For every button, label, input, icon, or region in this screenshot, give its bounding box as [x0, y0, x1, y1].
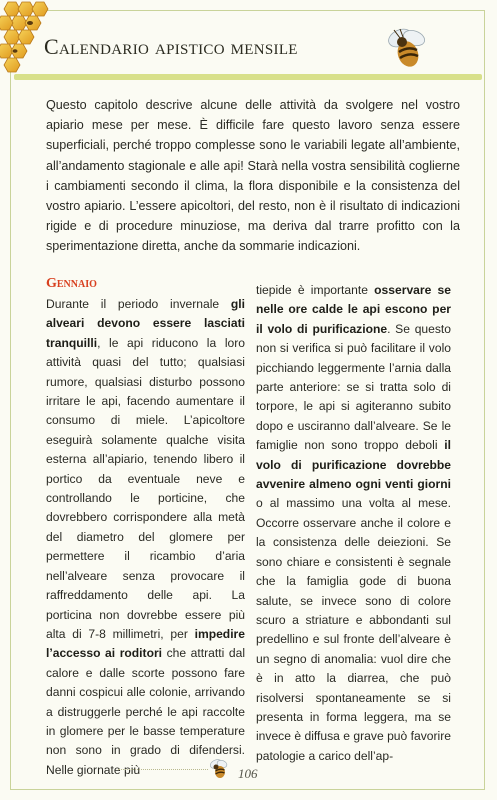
text-run: . Se questo non si verifica si può facilitare il volo picchiando leggermente l’arnia dalla parte anteriore: se si tratta solo di torpore, le api si agiteranno subito dopo e usciranno dall’alveare. Se le famiglie non sono troppo deboli	[256, 321, 452, 453]
small-bee-icon	[206, 758, 232, 780]
bold-text: il volo di purificazione dovrebbe avvenire almeno ogni venti giorni	[256, 438, 451, 492]
intro-paragraph: Questo capitolo descrive alcune delle attività da svolgere nel vostro apiario mese per mese. È difficile fare questo lavoro senza essere superficiali, perché troppo complesse sono le variabili legate all’ambiente, all’andamento stagionale e alle api! Starà nella vostra sensibilità coglierne i cambiamenti secondo il clima, la flora disponibile e la consistenza del vostro apiario. L’essere apicoltori, del resto, non è il risultato di indicazioni rigide e di procedure minuziose, ma deriva dal trarre profitto con la sperimentazione diretta, anche da sommarie indicazioni.	[46, 98, 460, 254]
bold-text: osservare se nelle ore calde le api escono per il volo di purificazione	[256, 283, 451, 336]
text-run: Durante il periodo invernale	[46, 297, 231, 311]
text-run: o al massimo una volta al mese. Occorre osservare anche il colore e la consistenza delle deiezioni. Se sono chiare e consistenti è segnale che la famiglia gode di buona salute, se invece sono di colore scuro a striature e abbondanti sul predellino e sul fronte dell’alveare è un segno di anomalia: vuol dire che è in atto la diarrea, che può risolversi spontaneamente se si presenta in forma leggera, ma se invece è diffusa e grave può favorire patologie a carico dell’ap-	[256, 496, 451, 763]
title-underline	[14, 74, 482, 80]
text-run: tiepide è importante	[256, 283, 375, 297]
page-number: 106	[238, 766, 258, 781]
month-heading: Gennaio	[46, 276, 97, 291]
text-run: , le api riducono la loro attività quasi del tutto; qualsiasi rumore, qualsiasi disturbo possono irritare le api, facendo aumentare il consumo di miele. L’apicoltore eseguirà solamente qualche visita esterna all’apiario, tenendo libero il portico da eventuale neve e controllando le porticine, che dovrebbero corrispondere alla metà del diametro del glomere per permettere il ricambio d’aria nell’alveare senza provocare il raffreddamento delle api. La porticina non dovrebbe essere più alta di 7-8 millimetri, per	[46, 335, 245, 641]
page-title: Calendario apistico mensile	[44, 34, 298, 59]
right-column	[256, 281, 451, 766]
bold-text: gli alveari devono essere lasciati tranquilli	[46, 297, 245, 350]
right-column-text	[256, 281, 451, 766]
bee-icon	[378, 26, 436, 72]
left-column	[46, 275, 245, 780]
footer-dotted-line	[118, 769, 208, 770]
bold-text: impedire l’accesso ai roditori	[46, 626, 245, 661]
left-column-text	[46, 295, 245, 780]
text-run: che attratti dal calore e dalle scorte possono fare danni cospicui alle colonie, arrivando a distruggerle perché le api raccolte in glomere per le basse temperature non sono in grado di difendersi. Nelle giornate più	[46, 646, 246, 777]
